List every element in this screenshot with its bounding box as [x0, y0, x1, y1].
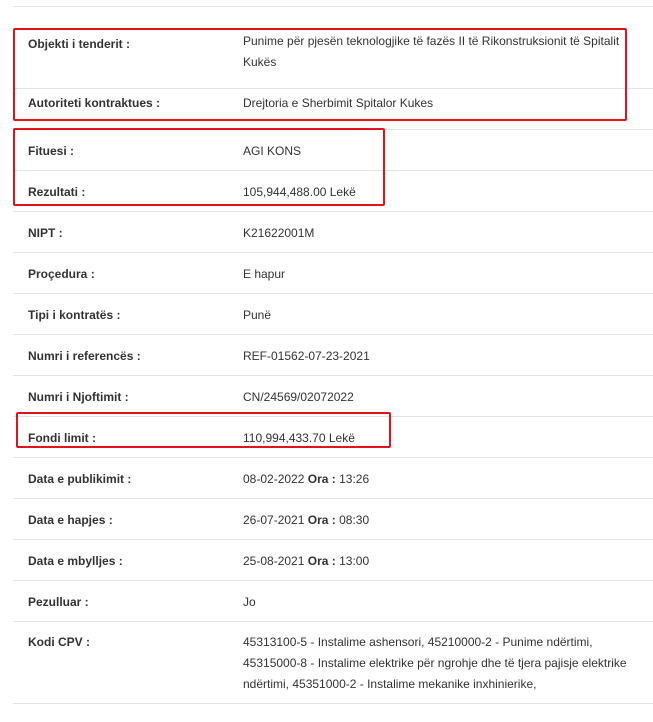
ora-label: Ora :: [307, 472, 336, 486]
time: 13:00: [339, 554, 370, 568]
value-objekti: Punime për pjesën teknologjike të fazës II të Rikonstruksionit të Spitalit Kukës: [243, 34, 620, 69]
label-data-hapjes: Data e hapjes :: [28, 513, 113, 527]
row-data-publikimit: [13, 458, 653, 499]
label-procedura: Proçedura :: [28, 267, 95, 281]
row-pezulluar: [13, 581, 653, 622]
label-pezulluar: Pezulluar :: [28, 595, 89, 609]
value-numri-references: REF-01562-07-23-2021: [243, 349, 370, 363]
value-data-publikimit: [243, 469, 643, 490]
time: 08:30: [339, 513, 370, 527]
row-data-hapjes: [13, 499, 653, 540]
value-tipi-kontrates: Punë: [243, 308, 272, 322]
value-rezultati: 105,944,488.00 Lekë: [243, 185, 356, 199]
row-autoriteti: [13, 89, 653, 130]
label-nipt: NIPT :: [28, 226, 63, 240]
label-data-publikimit: Data e publikimit :: [28, 472, 132, 486]
value-numri-njoftimit: CN/24569/02072022: [243, 390, 354, 404]
value-pezulluar: Jo: [243, 595, 256, 609]
row-kodi-cpv: [13, 622, 653, 704]
label-numri-references: Numri i referencës :: [28, 349, 141, 363]
label-rezultati: Rezultati :: [28, 185, 86, 199]
ora-label: Ora :: [307, 513, 336, 527]
tender-details-table: [13, 17, 653, 704]
top-divider: [13, 6, 653, 7]
value-data-mbylljes: [243, 551, 643, 572]
date: 26-07-2021: [243, 513, 305, 527]
row-numri-njoftimit: [13, 376, 653, 417]
label-data-mbylljes: Data e mbylljes :: [28, 554, 123, 568]
date: 25-08-2021: [243, 554, 305, 568]
label-fituesi: Fituesi :: [28, 144, 75, 158]
ora-label: Ora :: [307, 554, 336, 568]
label-numri-njoftimit: Numri i Njoftimit :: [28, 390, 129, 404]
value-kodi-cpv: 45313100-5 - Instalime ashensori, 45210000-2 - Punime ndërtimi, 45315000-8 - Instalime elektrike për ngrohje dhe të tjera pajisje elektrike ndërtimi, 45351000-2 - Instalime mekanike inxhinierike,: [243, 635, 627, 691]
row-procedura: [13, 253, 653, 294]
value-fondi-limit: 110,994,433.70 Lekë: [243, 431, 355, 445]
value-procedura: E hapur: [243, 267, 286, 281]
row-fondi-limit: [13, 417, 653, 458]
label-fondi-limit: Fondi limit :: [28, 431, 96, 445]
time: 13:26: [339, 472, 370, 486]
value-nipt: K21622001M: [243, 226, 315, 240]
row-nipt: [13, 212, 653, 253]
value-autoriteti: Drejtoria e Sherbimit Spitalor Kukes: [243, 96, 434, 110]
label-autoriteti: Autoriteti kontraktues :: [28, 96, 161, 110]
row-fituesi: [13, 130, 653, 171]
row-data-mbylljes: [13, 540, 653, 581]
date: 08-02-2022: [243, 472, 305, 486]
label-kodi-cpv: Kodi CPV :: [28, 635, 90, 649]
row-objekti: [13, 17, 653, 89]
label-tipi-kontrates: Tipi i kontratës :: [28, 308, 121, 322]
value-fituesi: AGI KONS: [243, 144, 302, 158]
value-data-hapjes: [243, 510, 643, 531]
label-objekti: Objekti i tenderit :: [28, 37, 131, 51]
row-rezultati: [13, 171, 653, 212]
row-numri-references: [13, 335, 653, 376]
row-tipi-kontrates: [13, 294, 653, 335]
